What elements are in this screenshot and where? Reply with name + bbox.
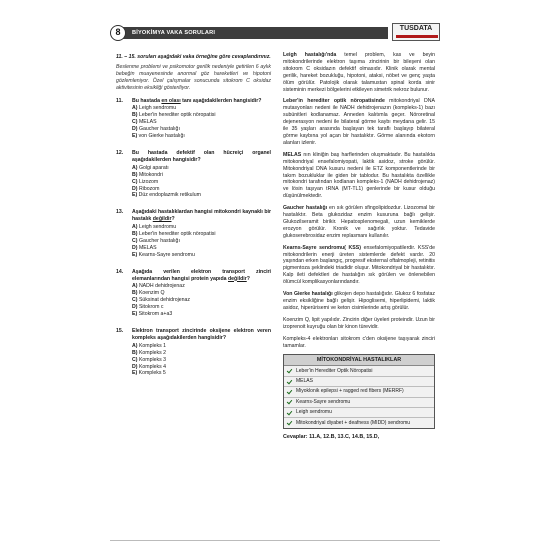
question-emphasis: değildir	[228, 275, 247, 282]
option-text: Kompleks 4	[138, 363, 167, 370]
answer-options	[116, 105, 271, 140]
option-letter: E)	[132, 311, 138, 318]
question-number: 13.	[116, 209, 124, 216]
checkmark-icon	[287, 400, 292, 405]
explanation-paragraph	[283, 98, 435, 146]
explanation-paragraph	[283, 245, 435, 286]
question-text: Aşağıdaki hastalıklardan hangisi mitokondri kaynaklı bir hastalık	[132, 209, 271, 223]
question-text-end: tanı aşağıdakilerden hangisidir?	[180, 97, 262, 104]
question-block	[116, 98, 271, 140]
option-text: Kompleks 1	[138, 342, 167, 349]
box-item	[284, 366, 434, 376]
answer-option	[132, 179, 271, 186]
question-list	[116, 98, 271, 378]
page-header	[110, 25, 440, 41]
paragraph-text: nın kliniğin baş harflerinden oluşmaktadır. Bu hastalıkta mitokondriyal ensefalomiyopati, laktik asidoz, stroke görülür. Mitokondriyal DNA kusuru nedeni ile ETZ komponentlerinde bir takım bozukluklar ile giden bir tablodur. Bu hastalıkta özellikle mitokondri tarafından kodlanan kompleks-1 (NADH dehidrojenaz) ve lösin taşıyan tRNA (MT-TL1) genlerinde bir kusur olduğu düşünülmektedir.	[283, 151, 435, 200]
option-text: Sitokrom c	[138, 304, 164, 311]
answer-option	[132, 245, 271, 252]
option-letter: C)	[132, 237, 138, 244]
question-block	[116, 328, 271, 377]
answer-option	[132, 364, 271, 371]
checkmark-icon	[287, 379, 292, 384]
option-letter: C)	[132, 356, 138, 363]
explanation-paragraph	[283, 205, 435, 240]
answer-option	[132, 172, 271, 179]
box-item-label: Kearns-Sayre sendromu	[296, 398, 351, 405]
option-text: Kompleks 3	[138, 356, 167, 363]
paragraph-text: ensefalomiyopatilerdir. KSS'de mitokondrilerin enerji üreten sistemlerde defekt vardır. 20 yaşından erken başlangıç, progresif eksternal oftalmopleji, retinitis pigmentoza şeklindeki triadidir oluşur. Mitokondriyal bir hastalıktır. Kalp ileti defektleri de hastalığın sık görülen ve önlenebilen ölümcül komplikasyonlarındandır.	[283, 244, 436, 286]
case-text: Beslenme problemi ve psikomotor gerilik nedeniyle getirilen 6 aylık bebeğin muayenesinde anormal göz hareketleri ve hipotoni gözlemleniyor. Özel çalışmalar sonucunda sitokrom C oksidaz aktivitesinin eksikliği gösteriliyor.	[116, 63, 271, 91]
option-letter: A)	[132, 283, 138, 290]
option-text: Ribozom	[138, 185, 160, 192]
tusdata-logo	[392, 23, 440, 41]
paragraph-text: Kompleks-4 elektronları sitokrom c'den oksijene taşıyarak zinciri tamamlar.	[283, 335, 435, 349]
option-text: Kompleks 2	[138, 349, 167, 356]
disease-name: Leigh hastalığı'nda	[283, 52, 337, 58]
option-letter: B)	[132, 349, 138, 356]
header-bar	[118, 27, 388, 39]
option-text: MELAS	[138, 244, 157, 251]
paragraph-text: en sık görülen sfingolipidozdur. Lizozomal bir hastalıktır. Beta glukozidaz enzim kusuruna bağlı gelişir. Glukozilseramit birikir. Hepatosplenomegali, uzun kemiklerde erozyon görülür. Kronik ve sağırlık yoktur. Tedavide glukoserebrosidaz enzim replasmanı kullanılır.	[283, 205, 435, 239]
explanation-paragraph	[283, 291, 435, 312]
answer-option	[132, 357, 271, 364]
option-text: Kompleks 5	[138, 370, 166, 377]
option-letter: A)	[132, 224, 138, 231]
answer-option	[132, 186, 271, 193]
option-text: Sitokrom a+a3	[138, 311, 173, 318]
option-text: Düz endoplazmik retikulum	[138, 192, 201, 199]
box-item	[284, 377, 434, 387]
answer-option	[132, 290, 271, 297]
answer-option	[132, 231, 271, 238]
disease-name: Von Gierke hastalığı	[283, 291, 333, 298]
option-text: Gaucher hastalığı	[138, 126, 180, 133]
answer-option	[132, 343, 271, 350]
answer-option	[132, 283, 271, 290]
option-letter: C)	[132, 297, 138, 304]
option-text: Kearns-Sayre sendromu	[138, 251, 195, 258]
box-title: MİTOKONDRİYAL HASTALIKLAR	[284, 355, 434, 366]
explanation-paragraph	[283, 152, 435, 200]
question-emphasis: en olası	[161, 97, 181, 104]
page-number: 8	[110, 25, 126, 41]
option-text: Leber'in herediter optik nöropatisi	[138, 231, 216, 238]
explanation-paragraph	[283, 317, 435, 331]
question-stem	[116, 209, 271, 223]
question-block	[116, 209, 271, 258]
option-letter: E)	[132, 133, 138, 140]
option-letter: E)	[132, 192, 138, 199]
answer-option	[132, 192, 271, 199]
question-text-end: ?	[246, 275, 250, 282]
option-letter: D)	[132, 363, 138, 370]
answer-option	[132, 238, 271, 245]
paragraph-text: glikojen depo hastalığıdır. Glukoz 6 fosfataz enzim eksikliğine bağlı gelişir. Hipoglisemi, hiperlipidemi, laktik asidoz, hiperürisemi ve keton cisimlerinde artış görülür.	[283, 291, 435, 311]
question-number: 12.	[116, 149, 124, 156]
question-number: 11.	[116, 97, 123, 104]
option-letter: D)	[132, 304, 138, 311]
answer-option	[132, 311, 271, 318]
option-letter: E)	[132, 370, 138, 377]
answer-option	[132, 112, 271, 119]
case-intro: 11. – 15. soruları aşağıdaki vaka örneğine göre cevaplandırınız.	[116, 54, 271, 60]
paragraph-text: temel problem, kas ve beyin mitokondrilerinde elektron taşıma zincirinin bir bileşeni olan sitokrom C oksidazın defektif olmasıdır. Klinik olarak mental gerilik, hareket bozukluğu, hipotoni, ataksi, nöbet ve genç yaşta ölüm görülür. Patolojik olarak talamustan spinal korda sinir sisteminin merkezi bölgelerini etkileyen simetrik nekroz bulunur.	[283, 52, 435, 93]
answer-options	[116, 224, 271, 259]
logo-stripe	[396, 35, 438, 38]
option-letter: E)	[132, 251, 138, 258]
disease-name: Gaucher hastalığı	[283, 205, 328, 212]
header-title: BİYOKİMYA VAKA SORULARI	[132, 30, 216, 36]
question-emphasis: değildir	[152, 216, 172, 223]
right-column	[283, 52, 435, 441]
option-text: NADH dehidrojenaz	[138, 283, 185, 290]
paragraph-text: mitokondriyal DNA mutasyonları nedeni ile NADH dehidrojenazın (kompleks-1) bazı subünitleri kodlanamaz. Anneden kalıtımla geçer. Nöroretinal dejenerasyon nedeni ile bilateral görme kaybı meydana gelir. 15 ile 35 yaşları arasında başlayan tek taraflı başlayıp bilateral görme kaybına yol açan bir hastalıktır. Görme alanında ekotorn alanları izlenir.	[283, 98, 435, 146]
disease-name: Kearns-Sayre sendromu( KSS)	[283, 244, 361, 251]
option-text: Leigh sendromu	[138, 224, 177, 231]
left-column	[116, 54, 271, 387]
answer-options	[116, 343, 271, 378]
logo-text: TUSDATA	[399, 25, 433, 32]
option-letter: C)	[132, 119, 138, 126]
option-letter: A)	[132, 164, 138, 171]
answer-option	[132, 224, 271, 231]
option-letter: D)	[132, 185, 138, 192]
box-item-label: Miyoklonik epilepsi + ragged red fibers (MERRF)	[296, 388, 404, 395]
box-item-label: Leigh sendromu	[296, 409, 332, 416]
box-item-label: Mitokondriyal diyabet + deafness (MIDD) sendromu	[296, 419, 411, 426]
explanation-paragraph	[283, 336, 435, 350]
question-stem	[116, 150, 271, 164]
question-text: Aşağıda verilen elektron transport zinciri elemanlarından hangisi protein yapıda	[132, 268, 271, 282]
checkmark-icon	[287, 389, 292, 394]
box-item	[284, 408, 434, 418]
question-number: 15.	[116, 328, 124, 334]
box-item-label: Leber'in Herediter Optik Nöropatisi	[296, 367, 373, 374]
question-text: Elektron transport zincirinde oksijene elektron veren kompleks aşağıdakilerden hangisidir?	[132, 328, 271, 341]
answer-option	[132, 370, 271, 377]
disease-name: Leber'in herediter optik nöropatisinde	[283, 98, 385, 105]
question-text: Bu hastada	[132, 97, 162, 104]
option-letter: B)	[132, 112, 138, 119]
answer-option	[132, 133, 271, 140]
question-stem	[116, 98, 271, 105]
option-text: Leber'in herediter optik nöropatisi	[138, 112, 216, 119]
option-text: von Gierke hastalığı	[138, 133, 185, 140]
question-text-end: ?	[171, 216, 175, 223]
box-item	[284, 387, 434, 397]
explanation-paragraph	[283, 52, 435, 93]
question-text: Bu hastada defektif olan hücreiçi organel aşağıdakilerden hangisidir?	[132, 149, 271, 163]
option-letter: C)	[132, 178, 138, 185]
option-text: MELAS	[138, 119, 157, 126]
checkmark-icon	[287, 421, 292, 426]
answer-option	[132, 105, 271, 112]
mitochondrial-diseases-box	[283, 354, 435, 428]
paragraph-text: Koenzim Q, lipit yapılıdır. Zincirin diğer üyeleri proteindir. Uzun bir izoprenoit kuyruğu olan bir kinon türevidir.	[283, 316, 435, 330]
box-items	[284, 366, 434, 427]
question-block	[116, 150, 271, 199]
answer-options	[116, 283, 271, 318]
option-text: Golgi aparatı	[138, 164, 169, 171]
option-letter: A)	[132, 342, 138, 349]
box-item	[284, 398, 434, 408]
option-text: Süksinat dehidrojenaz	[138, 297, 190, 304]
answer-key: Cevaplar: 11.A, 12.B, 13.C, 14.B, 15.D,	[283, 433, 380, 440]
option-text: Koenzim Q	[138, 290, 165, 297]
question-stem	[116, 269, 271, 283]
option-letter: A)	[132, 105, 138, 112]
option-text: Lizozom	[138, 178, 159, 185]
explanation-text	[283, 52, 435, 349]
question-stem	[116, 328, 271, 342]
answer-option	[132, 297, 271, 304]
option-letter: B)	[132, 231, 138, 238]
question-number: 14.	[116, 268, 124, 275]
option-text: Mitokondri	[138, 171, 163, 178]
answer-options	[116, 165, 271, 200]
option-letter: B)	[132, 171, 138, 178]
disease-name: MELAS	[283, 151, 302, 158]
answer-option	[132, 165, 271, 172]
option-letter: B)	[132, 290, 138, 297]
option-letter: D)	[132, 244, 138, 251]
answer-option	[132, 350, 271, 357]
box-item	[284, 418, 434, 427]
option-text: Gaucher hastalığı	[138, 237, 180, 244]
answer-option	[132, 304, 271, 311]
footer-rule	[110, 540, 440, 541]
box-item-label: MELAS	[296, 378, 313, 385]
answer-option	[132, 126, 271, 133]
checkmark-icon	[287, 410, 292, 415]
checkmark-icon	[287, 369, 292, 374]
option-letter: D)	[132, 126, 138, 133]
answer-option	[132, 252, 271, 259]
option-text: Leigh sendromu	[138, 105, 177, 112]
question-block	[116, 269, 271, 318]
answer-option	[132, 119, 271, 126]
